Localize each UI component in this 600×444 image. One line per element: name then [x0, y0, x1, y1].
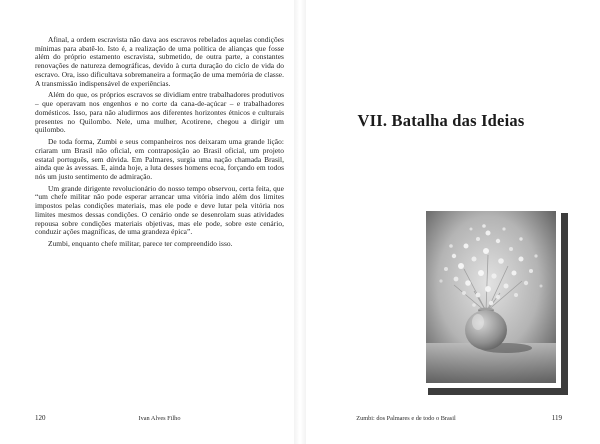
running-footer-book-title: Zumbi: dos Palmares e de todo o Brasil [356, 414, 456, 422]
page-number-left: 120 [35, 414, 46, 422]
left-page-body-text [35, 36, 284, 252]
photo-frame [421, 206, 561, 388]
paragraph: Zumbi, enquanto chefe militar, parece ter compreendido isso. [48, 239, 233, 249]
page-number-right: 119 [551, 414, 562, 422]
paragraph: De toda forma, Zumbi e seus companheiros nos deixaram uma grande lição: criaram um Brasil não oficial, em contraposição ao Brasil oficial, um projeto estatal português, sem dúvida. Em Palmares, surgia uma nação chamada Brasil, ainda que às avessas. E, ainda hoje, a luta desses homens ecoa, forçando em todos nós um justo sentimento de admiração. [35, 137, 284, 182]
paragraph: Além do que, os próprios escravos se dividiam entre trabalhadores produtivos – que operavam nos engenhos e no corte da cana-de-açúcar – e trabalhadores domésticos. Isso, para não aludirmos aos diferentes horizontes étnicos e culturais presentes no Quilombo. Nele, uma mulher, Acotirene, chegou a dirigir um quilombo. [35, 90, 284, 135]
paragraph: Afinal, a ordem escravista não dava aos escravos rebelados aquelas condições mínimas para abatê-lo. Isto é, a realização de uma política de alianças que fosse além do próprio estamento escravista, submetido, de outra parte, a constantes renovações de natureza demográficas, devido à curta duração do ciclo de vida do escravo. Ora, isso dificultava sobremaneira a formação de uma memória de classe. A transmissão indispensável de experiências. [35, 35, 284, 88]
running-footer-author: Ivan Alves Filho [138, 414, 181, 422]
chapter-title: VII. Batalha das Ideias [357, 111, 525, 130]
page-gutter [294, 0, 306, 444]
still-life-flowers-photo [426, 211, 556, 383]
paragraph: Um grande dirigente revolucionário do nosso tempo observou, certa feita, que “um chefe militar não pode esperar arrancar uma vitória indo além dos limites impostos pelas condições materiais, mas ele pode e deve lutar pela vitória nos limites mesmos dessas condições. O cenário onde se desenrolam suas atividades repousa sobre condições materiais objetivas, mas ele pode, sobre este cenário, conduzir ações magníficas, de uma grandeza épica”. [35, 183, 284, 237]
